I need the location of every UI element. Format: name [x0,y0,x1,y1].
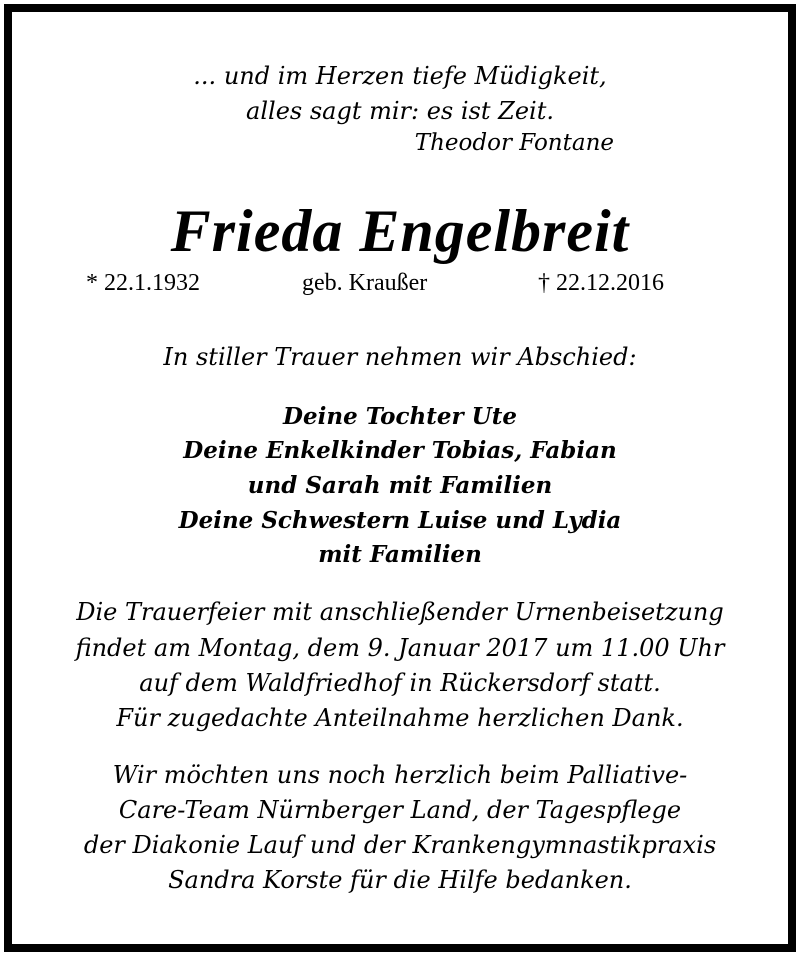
mourner-line: und Sarah mit Familien [247,472,553,499]
quote-line-2: alles sagt mir: es ist Zeit. [246,97,554,125]
quote-author: Theodor Fontane [414,130,614,156]
mourner-line: Deine Enkelkinder Tobias, Fabian [183,437,617,464]
thanks-line: der Diakonie Lauf und der Krankengymnastikpraxis [83,831,717,859]
birth-date: * 22.1.1932 [86,270,200,296]
thanks-line: Sandra Korste für die Hilfe bedanken. [168,866,632,894]
mourner-line: mit Familien [318,541,482,568]
quote-line-1: ... und im Herzen tiefe Müdigkeit, [193,62,607,90]
funeral-notice-line: Für zugedachte Anteilnahme herzlichen Dank. [116,704,684,732]
funeral-notice-line: auf dem Waldfriedhof in Rückersdorf statt. [139,669,661,697]
thanks-line: Wir möchten uns noch herzlich beim Palliative- [112,761,688,789]
funeral-notice-line: findet am Montag, dem 9. Januar 2017 um 11.00 Uhr [75,634,725,662]
funeral-notice-line: Die Trauerfeier mit anschließender Urnenbeisetzung [76,598,724,626]
maiden-name: geb. Kraußer [302,270,428,296]
farewell-intro: In stiller Trauer nehmen wir Abschied: [163,343,637,371]
mourner-line: Deine Schwestern Luise und Lydia [178,507,622,534]
mourner-line: Deine Tochter Ute [283,403,517,430]
deceased-name: Frieda Engelbreit [170,198,630,264]
thanks-line: Care-Team Nürnberger Land, der Tagespflege [118,796,682,824]
death-date: † 22.12.2016 [538,270,664,296]
